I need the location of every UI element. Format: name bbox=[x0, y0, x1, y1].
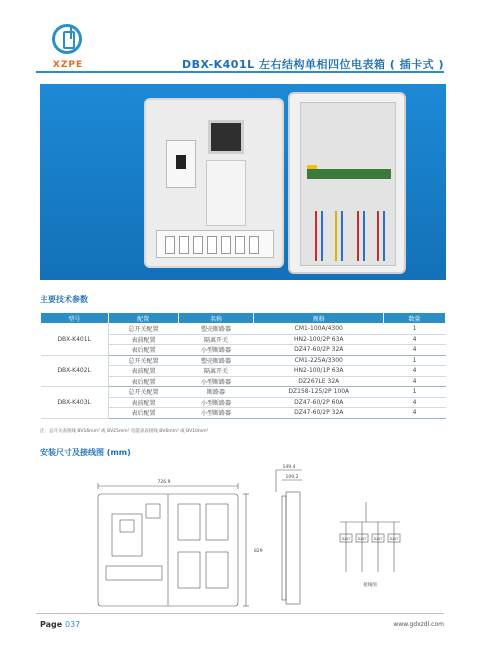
product-photo bbox=[40, 84, 446, 280]
table-cell: 小型断路器 bbox=[178, 408, 254, 419]
table-header-row bbox=[41, 313, 446, 324]
table-cell: 隔离开关 bbox=[178, 334, 254, 345]
side-inner-label: 109.2 bbox=[285, 475, 299, 480]
breaker-label: DZ47 bbox=[357, 537, 367, 541]
table-row bbox=[41, 387, 446, 398]
height-dimension-label: 829 bbox=[254, 549, 263, 554]
meter-window-lower bbox=[206, 160, 246, 226]
breaker-label: DZ47 bbox=[389, 537, 399, 541]
footer-divider bbox=[36, 613, 444, 614]
table-cell: 4 bbox=[384, 366, 446, 377]
table-cell: 表后配置 bbox=[108, 376, 178, 387]
page-label bbox=[40, 620, 80, 629]
terminal-block bbox=[307, 169, 391, 179]
table-cell: DZ47-60/2P 60A bbox=[254, 397, 384, 408]
meter-window bbox=[208, 120, 244, 154]
meter-compartment bbox=[300, 102, 396, 266]
breaker-label: DZ47 bbox=[373, 537, 383, 541]
table-cell: 塑壳断路器 bbox=[178, 324, 254, 335]
table-cell: 隔离开关 bbox=[178, 366, 254, 377]
page-number: 037 bbox=[65, 620, 81, 629]
table-cell: DZ47-60/2P 32A bbox=[254, 408, 384, 419]
table-cell: 表前配置 bbox=[108, 397, 178, 408]
table-cell: 1 bbox=[384, 355, 446, 366]
table-cell: 4 bbox=[384, 376, 446, 387]
breaker-rail bbox=[156, 230, 274, 258]
column-header: 配置 bbox=[108, 313, 178, 324]
model-cell: DBX-K401L bbox=[41, 324, 109, 356]
table-cell: CM1-225A/3300 bbox=[254, 355, 384, 366]
table-cell: 表后配置 bbox=[108, 345, 178, 356]
installation-drawing bbox=[40, 462, 446, 610]
model-cell: DBX-K402L bbox=[41, 355, 109, 387]
side-depth-label: 149.4 bbox=[282, 465, 296, 470]
logo-text: XZPE bbox=[52, 60, 84, 70]
table-cell: 总开关配置 bbox=[108, 355, 178, 366]
table-cell: HN2-100/2P 63A bbox=[254, 334, 384, 345]
table-cell: DZ158-125/2P 100A bbox=[254, 387, 384, 398]
table-cell: 表前配置 bbox=[108, 334, 178, 345]
drawing-heading: 安装尺寸及接线图 (mm) bbox=[40, 448, 131, 457]
table-cell: 总开关配置 bbox=[108, 324, 178, 335]
company-logo bbox=[40, 24, 96, 76]
table-cell: 1 bbox=[384, 387, 446, 398]
table-cell: 4 bbox=[384, 334, 446, 345]
website-url: www.gdxzdl.com bbox=[393, 621, 444, 628]
table-cell: DZ267LE 32A bbox=[254, 376, 384, 387]
table-row bbox=[41, 355, 446, 366]
meter-box-right-panel bbox=[288, 92, 406, 274]
table-cell: 表前配置 bbox=[108, 366, 178, 377]
specs-table bbox=[40, 312, 446, 419]
table-cell: 4 bbox=[384, 397, 446, 408]
table-cell: 小型断路器 bbox=[178, 397, 254, 408]
column-header: 型号 bbox=[41, 313, 109, 324]
table-row bbox=[41, 324, 446, 335]
table-cell: CM1-100A/4300 bbox=[254, 324, 384, 335]
page-title: DBX-K401L 左右结构单相四位电表箱 ( 插卡式 ) bbox=[181, 58, 444, 71]
table-cell: 4 bbox=[384, 408, 446, 419]
table-cell: 4 bbox=[384, 345, 446, 356]
logo-mark-icon bbox=[52, 24, 82, 54]
main-breaker bbox=[166, 140, 196, 188]
column-header: 名称 bbox=[178, 313, 254, 324]
table-cell: 表后配置 bbox=[108, 408, 178, 419]
table-cell: 小型断路器 bbox=[178, 376, 254, 387]
table-cell: 塑壳断路器 bbox=[178, 355, 254, 366]
page-prefix: Page bbox=[40, 620, 63, 629]
table-cell: 1 bbox=[384, 324, 446, 335]
wiring-caption: 接线图 bbox=[363, 583, 377, 588]
table-cell: HN2-100/1P 63A bbox=[254, 366, 384, 377]
specs-heading: 主要技术参数 bbox=[40, 295, 88, 304]
width-dimension-label: 726.9 bbox=[157, 480, 171, 485]
table-cell: DZ47-60/2P 32A bbox=[254, 345, 384, 356]
table-cell: 断路器 bbox=[178, 387, 254, 398]
meter-box-left-panel bbox=[144, 98, 284, 268]
table-cell: 总开关配置 bbox=[108, 387, 178, 398]
table-note: 注：总开关表接线 BV16mm² 或 BV25mm² 电能表表接线 BV6mm² 或 BV10mm² bbox=[40, 429, 209, 434]
column-header: 数量 bbox=[384, 313, 446, 324]
column-header: 规格 bbox=[254, 313, 384, 324]
model-cell: DBX-K403L bbox=[41, 387, 109, 419]
breaker-label: DZ47 bbox=[341, 537, 351, 541]
title-divider bbox=[36, 71, 444, 73]
table-cell: 小型断路器 bbox=[178, 345, 254, 356]
